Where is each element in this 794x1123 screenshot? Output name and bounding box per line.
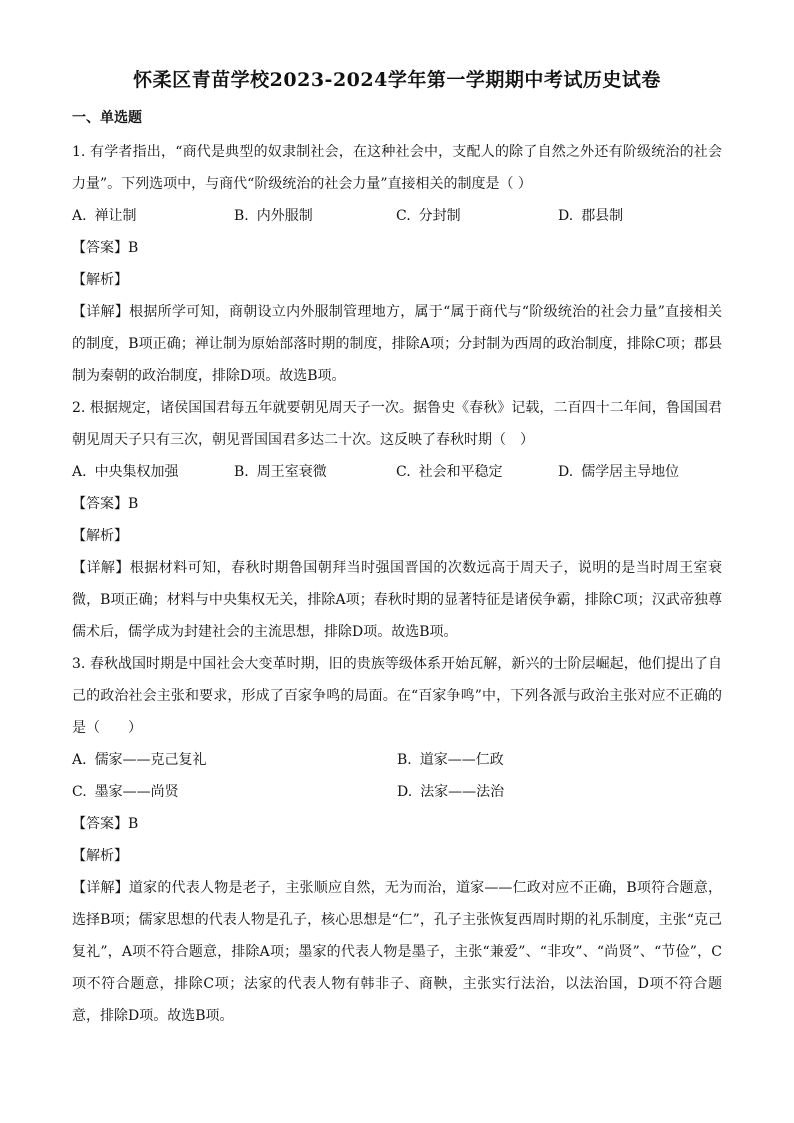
detail-tag: 【详解】 — [72, 304, 130, 320]
detail-body: 根据所学可知，商朝设立内外服制管理地方，属于“属于商代与“阶级统治的社会力量”直接相关的制度，B项正确；禅让制为原始部落时期的制度，排除A项；分封制为西周的政治制度，排除C项；郡县制为秦朝的政治制度，排除D项。故选B项。 — [72, 304, 722, 384]
question-3 — [72, 648, 722, 1032]
detail-body: 道家的代表人物是老子，主张顺应自然，无为而治，道家——仁政对应不正确，B项符合题意，选择B项；儒家思想的代表人物是孔子，核心思想是“仁”，孔子主张恢复西周时期的礼乐制度，主张“克己复礼”，A项不符合题意，排除A项；墨家的代表人物是墨子，主张“兼爱”、“非攻”、“尚贤”、“节俭”，C项不符合题意，排除C项；法家的代表人物有韩非子、商鞅，主张实行法治，以法治国，D项不符合题意，排除D项。故选B项。 — [72, 880, 722, 1024]
question-1 — [72, 136, 722, 392]
option-letter: D. — [397, 784, 413, 800]
analysis-label: 【解析】 — [72, 848, 128, 864]
option-text: 周王室衰微 — [256, 464, 327, 480]
answer-line: 【答案】B — [72, 816, 139, 832]
question-stem: 1. 有学者指出，“商代是典型的奴隶制社会，在这种社会中，支配人的除了自然之外还有阶级统治的社会力量”。下列选项中，与商代“阶级统治的社会力量”直接相关的制度是（ ） — [72, 144, 722, 192]
option-letter: B. — [397, 752, 412, 768]
options-row — [72, 200, 722, 232]
option-text: 分封制 — [418, 208, 461, 224]
option-text: 内外服制 — [256, 208, 313, 224]
option-letter: A. — [72, 208, 87, 224]
detail-text — [72, 296, 722, 392]
option-text: 儒家——克己复礼 — [94, 752, 207, 768]
option-text: 儒学居主导地位 — [581, 464, 680, 480]
option-b — [234, 456, 396, 488]
option-letter: C. — [396, 464, 411, 480]
option-text: 禅让制 — [94, 208, 137, 224]
page-title: 怀柔区青苗学校2023-2024学年第一学期期中考试历史试卷 — [133, 69, 661, 91]
option-b — [397, 744, 722, 776]
question-stem: 2. 根据规定，诸侯国国君每五年就要朝见周天子一次。据鲁史《春秋》记载，二百四十二年间，鲁国国君朝见周天子只有三次，朝见晋国国君多达二十次。这反映了春秋时期（ ） — [72, 400, 722, 448]
analysis-label: 【解析】 — [72, 528, 128, 544]
options-row — [72, 776, 722, 808]
option-letter: D. — [558, 208, 574, 224]
analysis-label: 【解析】 — [72, 272, 128, 288]
option-b — [234, 200, 396, 232]
options-row — [72, 456, 722, 488]
option-text: 法家——法治 — [420, 784, 505, 800]
option-a — [72, 744, 397, 776]
option-letter: C. — [72, 784, 87, 800]
option-d — [558, 456, 720, 488]
option-c — [396, 456, 558, 488]
option-letter: A. — [72, 464, 87, 480]
options-row — [72, 744, 722, 776]
option-text: 中央集权加强 — [94, 464, 179, 480]
option-d — [397, 776, 722, 808]
option-letter: D. — [558, 464, 574, 480]
option-d — [558, 200, 720, 232]
answer-line: 【答案】B — [72, 496, 139, 512]
option-c — [72, 776, 397, 808]
option-text: 郡县制 — [581, 208, 624, 224]
detail-text — [72, 552, 722, 648]
detail-text — [72, 872, 722, 1032]
option-a — [72, 456, 234, 488]
detail-tag: 【详解】 — [72, 880, 129, 896]
answer-line: 【答案】B — [72, 240, 139, 256]
option-letter: B. — [234, 464, 249, 480]
option-letter: B. — [234, 208, 249, 224]
question-stem: 3. 春秋战国时期是中国社会大变革时期，旧的贵族等级体系开始瓦解，新兴的士阶层崛起，他们提出了自己的政治社会主张和要求，形成了百家争鸣的局面。在“百家争鸣”中，下列各派与政治主张对应不正确的是（ ） — [72, 656, 722, 736]
option-text: 墨家——尚贤 — [94, 784, 179, 800]
option-text: 道家——仁政 — [419, 752, 504, 768]
option-text: 社会和平稳定 — [418, 464, 503, 480]
option-letter: C. — [396, 208, 411, 224]
option-c — [396, 200, 558, 232]
detail-tag: 【详解】 — [72, 560, 130, 576]
option-letter: A. — [72, 752, 87, 768]
option-a — [72, 200, 234, 232]
section-heading: 一、单选题 — [72, 110, 142, 126]
detail-body: 根据材料可知，春秋时期鲁国朝拜当时强国晋国的次数远高于周天子，说明的是当时周王室衰微，B项正确；材料与中央集权无关，排除A项；春秋时期的显著特征是诸侯争霸，排除C项；汉武帝独尊儒术后，儒学成为封建社会的主流思想，排除D项。故选B项。 — [72, 560, 723, 640]
question-2 — [72, 392, 722, 648]
